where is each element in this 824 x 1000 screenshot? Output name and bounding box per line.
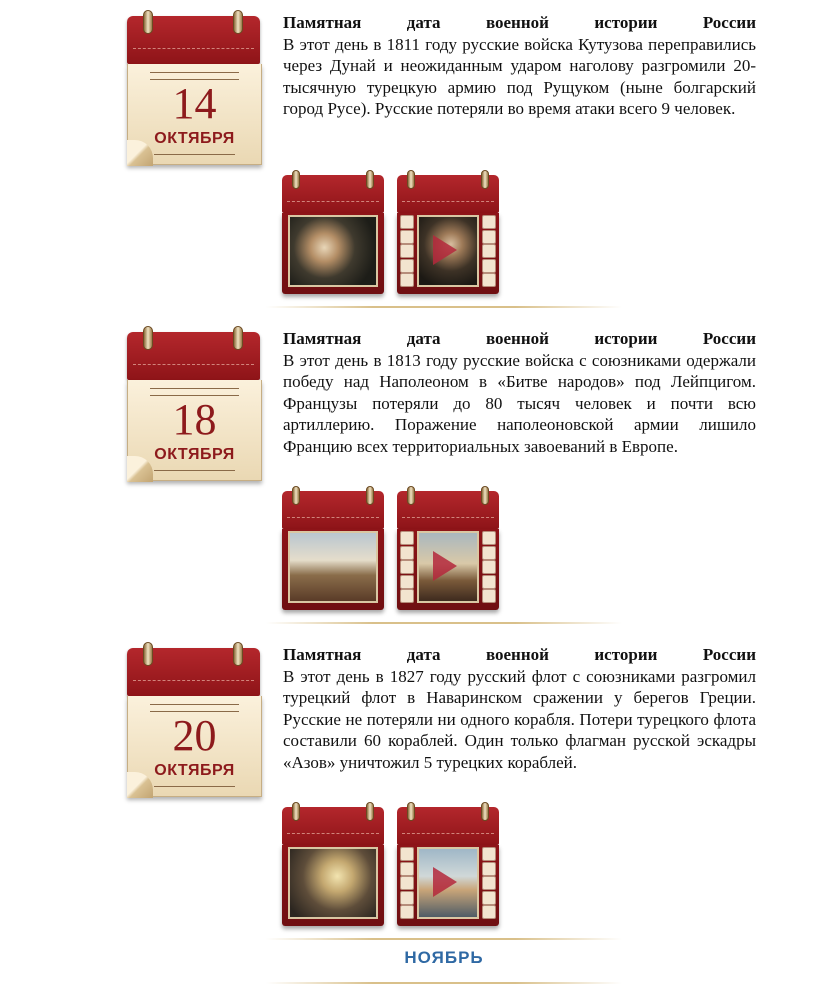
- calendar-month: ОКТЯБРЯ: [154, 130, 235, 147]
- image-gallery-button[interactable]: [282, 170, 384, 294]
- image-gallery-button[interactable]: [282, 486, 384, 610]
- calendar-day: 18: [172, 395, 217, 444]
- filmstrip-icon: [400, 215, 414, 287]
- calendar-ring-icon: [143, 10, 153, 34]
- entry-title: Памятная дата военной истории России: [283, 645, 756, 664]
- date-entry: [0, 0, 824, 300]
- calendar-ring-icon: [143, 642, 153, 666]
- separator: [266, 982, 622, 984]
- date-calendar-icon: [127, 642, 260, 798]
- calendar-day: 20: [172, 711, 217, 760]
- image-gallery-button[interactable]: [282, 802, 384, 926]
- filmstrip-icon: [482, 847, 496, 919]
- entry-text-block: [283, 12, 756, 120]
- next-month-link[interactable]: НОЯБРЬ: [404, 948, 484, 967]
- entry-description: В этот день в 1813 году русские войска с союзниками одержали победу над Наполеоном в «Битве народов» под Лейпцигом. Французы потеряли до 80 тысяч человек и почти всю артиллерию. Поражение наполеоновской армии лишило Францию всех территориальных завоеваний в Европе.: [283, 350, 756, 456]
- play-icon: [433, 867, 457, 897]
- filmstrip-icon: [400, 847, 414, 919]
- filmstrip-icon: [482, 531, 496, 603]
- separator: [266, 306, 622, 308]
- separator: [266, 622, 622, 624]
- entry-description: В этот день в 1811 году русские войска Кутузова переправились через Дунай и неожиданным ударом наголову разгромили 20-тысячную турецкую армию под Рущуком (ныне болгарский город Русе). Русские потеряли во время атаки всего 9 человек.: [283, 34, 756, 118]
- filmstrip-icon: [400, 531, 414, 603]
- entry-text-block: [283, 644, 756, 773]
- calendar-month: ОКТЯБРЯ: [154, 762, 235, 779]
- calendar-ring-icon: [233, 642, 243, 666]
- calendar-ring-icon: [143, 326, 153, 350]
- calendar-day: 14: [172, 79, 217, 128]
- separator: [266, 938, 622, 940]
- calendar-month: ОКТЯБРЯ: [154, 446, 235, 463]
- date-calendar-icon: [127, 326, 260, 482]
- date-calendar-icon: [127, 10, 260, 166]
- date-entry: [0, 316, 824, 616]
- entry-description: В этот день в 1827 году русский флот с союзниками разгромил турецкий флот в Наваринском сражении у берегов Греции. Русские не потеряли ни одного корабля. Потери турецкого флота составили 60 кораблей. Один только флагман русской эскадры «Азов» уничтожил 5 турецких кораблей.: [283, 666, 756, 772]
- video-button[interactable]: [397, 486, 499, 610]
- calendar-ring-icon: [233, 10, 243, 34]
- battle-thumbnail: [288, 531, 378, 603]
- video-button[interactable]: [397, 170, 499, 294]
- entry-text-block: [283, 328, 756, 457]
- play-icon: [433, 235, 457, 265]
- entry-title: Памятная дата военной истории России: [283, 329, 756, 348]
- entry-title: Памятная дата военной истории России: [283, 13, 756, 32]
- portrait-thumbnail: [288, 215, 378, 287]
- play-icon: [433, 551, 457, 581]
- calendar-ring-icon: [233, 326, 243, 350]
- filmstrip-icon: [482, 215, 496, 287]
- date-entry: [0, 632, 824, 932]
- video-button[interactable]: [397, 802, 499, 926]
- naval-battle-thumbnail: [288, 847, 378, 919]
